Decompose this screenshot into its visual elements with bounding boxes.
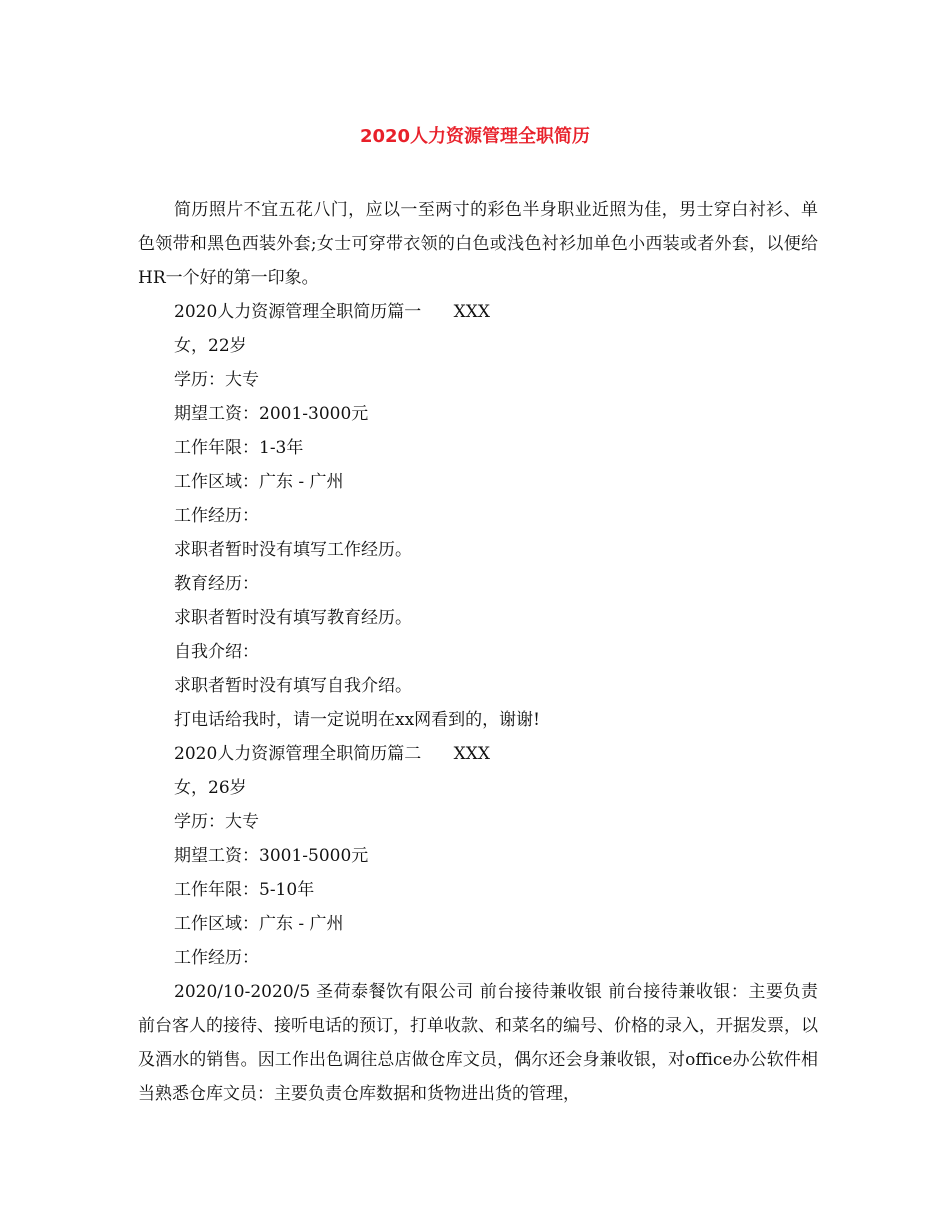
resume2-work-text: 2020/10-2020/5 圣荷泰餐饮有限公司 前台接待兼收银 前台接待兼收银：主要负责前台客人的接待、接听电话的预订，打单收款、和菜名的编号、价格的录入，开据发票，以及酒水的销售。因工作出色调往总店做仓库文员，偶尔还会身兼收银，对office办公软件相当熟悉仓库文员：主要负责仓库数据和货物进出货的管理， [138, 982, 818, 1104]
resume1-call-note: 打电话给我时，请一定说明在xx网看到的，谢谢! [174, 710, 541, 730]
resume2-education: 学历：大专 [174, 812, 259, 832]
resume1-salary: 期望工资：2001-3000元 [174, 404, 369, 424]
intro-paragraph: 简历照片不宜五花八门，应以一至两寸的彩色半身职业近照为佳，男士穿白衬衫、单色领带和黑色西装外套;女士可穿带衣领的白色或浅色衬衫加单色小西装或者外套，以便给HR一个好的第一印象。 [138, 200, 818, 288]
resume2-heading: 2020人力资源管理全职简历篇二 XXX [174, 744, 490, 764]
resume1-education: 学历：大专 [174, 370, 259, 390]
document-body [138, 193, 818, 1111]
resume2-area: 工作区域：广东 - 广州 [174, 914, 344, 934]
resume2-salary: 期望工资：3001-5000元 [174, 846, 369, 866]
resume2-work-label: 工作经历： [174, 948, 259, 968]
resume2-gender-age: 女，26岁 [174, 778, 247, 798]
resume1-years: 工作年限：1-3年 [174, 438, 304, 458]
document-title: 2020人力资源管理全职简历 [359, 126, 591, 147]
resume1-area: 工作区域：广东 - 广州 [174, 472, 344, 492]
resume1-self-label: 自我介绍： [174, 642, 259, 662]
resume2-years: 工作年限：5-10年 [174, 880, 315, 900]
resume1-heading: 2020人力资源管理全职简历篇一 XXX [174, 302, 490, 322]
resume1-gender-age: 女，22岁 [174, 336, 247, 356]
resume1-edu-text: 求职者暂时没有填写教育经历。 [174, 608, 412, 628]
resume1-self-text: 求职者暂时没有填写自我介绍。 [174, 676, 412, 696]
resume1-work-label: 工作经历： [174, 506, 259, 526]
resume1-edu-label: 教育经历： [174, 574, 259, 594]
resume1-work-text: 求职者暂时没有填写工作经历。 [174, 540, 412, 560]
